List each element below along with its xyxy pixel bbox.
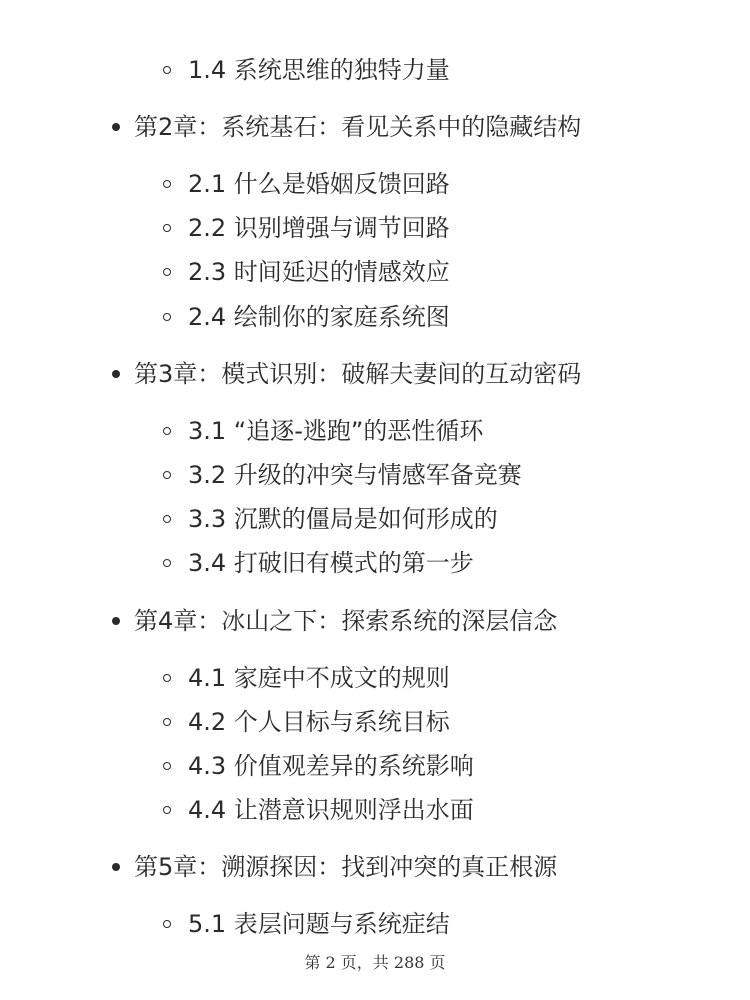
toc-item-label: 3.2 升级的冲突与情感军备竞赛	[188, 461, 522, 489]
toc-item-label: 2.3 时间延迟的情感效应	[188, 258, 450, 286]
toc-item-label: 1.4 系统思维的独特力量	[188, 56, 450, 84]
hollow-bullet-icon	[163, 559, 171, 567]
toc-item-label: 4.3 价值观差异的系统影响	[188, 752, 474, 780]
hollow-bullet-icon	[163, 313, 171, 321]
hollow-bullet-icon	[163, 762, 171, 770]
toc-item-label: 2.4 绘制你的家庭系统图	[188, 303, 450, 331]
hollow-bullet-icon	[163, 515, 171, 523]
page-footer: 第 2 页，共 288 页	[304, 953, 446, 972]
toc-item-label: 3.4 打破旧有模式的第一步	[188, 549, 474, 577]
hollow-bullet-icon	[163, 66, 171, 74]
hollow-bullet-icon	[163, 674, 171, 682]
hollow-bullet-icon	[163, 806, 171, 814]
toc-item-label: 第5章：溯源探因：找到冲突的真正根源	[134, 853, 558, 881]
hollow-bullet-icon	[163, 471, 171, 479]
hollow-bullet-icon	[163, 268, 171, 276]
toc-item-label: 第3章：模式识别：破解夫妻间的互动密码	[134, 360, 582, 388]
toc-item-label: 4.1 家庭中不成文的规则	[188, 664, 450, 692]
toc-item-label: 4.2 个人目标与系统目标	[188, 708, 450, 736]
hollow-bullet-icon	[163, 224, 171, 232]
toc-item-label: 3.3 沉默的僵局是如何形成的	[188, 505, 498, 533]
toc-item-label: 5.1 表层问题与系统症结	[188, 910, 450, 938]
toc-item-label: 4.4 让潜意识规则浮出水面	[188, 796, 474, 824]
toc-item-label: 2.2 识别增强与调节回路	[188, 214, 450, 242]
hollow-bullet-icon	[163, 718, 171, 726]
toc-item-label: 2.1 什么是婚姻反馈回路	[188, 170, 450, 198]
solid-bullet-icon	[112, 123, 120, 131]
toc-item-label: 3.1 “追逐-逃跑”的恶性循环	[188, 417, 484, 445]
hollow-bullet-icon	[163, 920, 171, 928]
solid-bullet-icon	[112, 863, 120, 871]
hollow-bullet-icon	[163, 180, 171, 188]
hollow-bullet-icon	[163, 427, 171, 435]
toc-item-label: 第2章：系统基石：看见关系中的隐藏结构	[134, 113, 582, 141]
solid-bullet-icon	[112, 370, 120, 378]
toc-item-label: 第4章：冰山之下：探索系统的深层信念	[134, 607, 558, 635]
solid-bullet-icon	[112, 617, 120, 625]
